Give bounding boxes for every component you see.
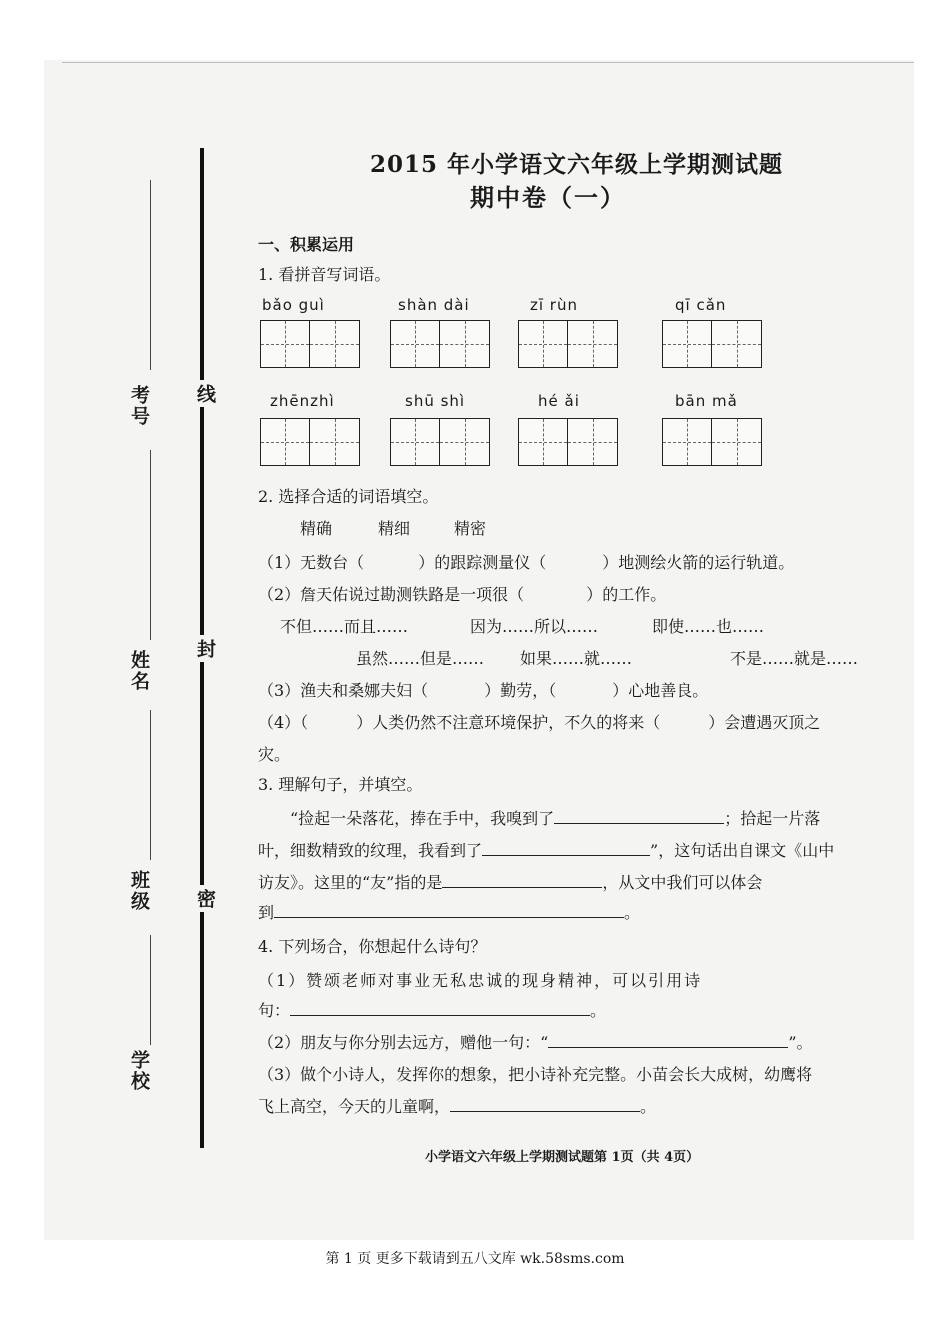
q2-item4-continued: 灾。 xyxy=(258,745,291,764)
school-label: 学校 xyxy=(128,1050,150,1092)
q2-item3-b: ）勤劳，（ xyxy=(484,681,557,700)
q1-prompt: 1. 看拼音写词语。 xyxy=(258,265,391,284)
conjunction-1: 不但……而且…… xyxy=(280,617,409,636)
q2-item3-blank1[interactable] xyxy=(428,682,484,696)
q4-item3: （3）做个小诗人，发挥你的想象，把小诗补充完整。小苗会长大成树，幼鹰将 xyxy=(258,1065,813,1084)
q4-i2-a: （2）朋友与你分别去远方，赠他一句：“ xyxy=(258,1033,549,1052)
q2-item-4 xyxy=(258,710,820,733)
examno-rule xyxy=(150,180,151,370)
pinyin-5: zhēnzhì xyxy=(270,392,335,410)
q3-l1-a: “捡起一朵落花，捧在手中，我嗅到了 xyxy=(290,809,555,828)
writing-grid-5[interactable] xyxy=(260,418,360,466)
class-label: 班级 xyxy=(128,870,150,912)
q4-i3-b: 飞上高空，今天的儿童啊， xyxy=(258,1097,451,1116)
q3-l1-b: ；拾起一片落 xyxy=(724,809,821,828)
q3-l3-a: 访友》。这里的“友”指的是 xyxy=(258,873,443,892)
q4-blank-1[interactable] xyxy=(290,1001,590,1016)
q2-item2-a: （2）詹天佑说过勘测铁路是一项很（ xyxy=(258,585,525,604)
q3-blank-2[interactable] xyxy=(482,841,650,856)
q2-item4-b: ）人类仍然不注意环境保护，不久的将来（ xyxy=(356,713,661,732)
q4-item1-cont xyxy=(258,998,606,1021)
q3-l2-b: ”，这句话出自课文《山中 xyxy=(650,841,835,860)
q4-i1-c: 。 xyxy=(590,1001,607,1020)
writing-grid-8[interactable] xyxy=(662,418,762,466)
q2-item4-c: ）会遭遇灭顶之 xyxy=(708,713,821,732)
school-rule xyxy=(150,935,151,1045)
word-option-3: 精密 xyxy=(454,519,487,538)
seal-line-char: 线 xyxy=(192,380,219,407)
q4-blank-3[interactable] xyxy=(450,1097,640,1112)
q3-line-2 xyxy=(258,838,834,861)
writing-grid-3[interactable] xyxy=(518,320,618,368)
download-credit: 第 1 页 更多下载请到五八文库 wk.58sms.com xyxy=(325,1251,625,1267)
pinyin-4: qī cǎn xyxy=(675,296,727,314)
q3-line-1 xyxy=(290,806,820,829)
q4-item2 xyxy=(258,1030,813,1053)
q4-i1-b: 句： xyxy=(258,1001,291,1020)
q3-l3-b: ，从文中我们可以体会 xyxy=(602,873,763,892)
q2-item1-b: ）的跟踪测量仪（ xyxy=(418,553,547,572)
seal-secret-char: 密 xyxy=(192,885,219,912)
q4-i2-b: ”。 xyxy=(788,1033,813,1052)
exam-title: 2015 年小学语文六年级上学期测试题 xyxy=(370,151,784,178)
q2-item-2 xyxy=(258,582,666,605)
exam-subtitle: 期中卷（一） xyxy=(470,183,626,212)
conjunction-4: 虽然……但是…… xyxy=(356,649,485,668)
q3-blank-1[interactable] xyxy=(554,809,724,824)
q3-l4-a: 到 xyxy=(258,903,275,922)
q2-item2-b: ）的工作。 xyxy=(586,585,667,604)
class-rule xyxy=(150,710,151,860)
q2-item4-a: （4）（ xyxy=(258,713,309,732)
writing-grid-6[interactable] xyxy=(390,418,490,466)
q3-blank-3[interactable] xyxy=(442,873,602,888)
writing-grid-4[interactable] xyxy=(662,320,762,368)
pinyin-7: hé ǎi xyxy=(538,392,580,410)
q2-item2-blank[interactable] xyxy=(524,586,586,600)
conjunction-3: 即使……也…… xyxy=(652,617,765,636)
q2-item1-blank1[interactable] xyxy=(364,554,418,568)
q4-i3-c: 。 xyxy=(640,1097,657,1116)
q3-blank-4[interactable] xyxy=(274,903,624,918)
q2-item1-a: （1）无数台（ xyxy=(258,553,365,572)
page-footer: 小学语文六年级上学期测试题第 1页（共 4页） xyxy=(425,1150,700,1165)
conjunction-6: 不是……就是…… xyxy=(730,649,859,668)
q4-blank-2[interactable] xyxy=(548,1033,788,1048)
q2-item-3 xyxy=(258,678,708,701)
q2-item3-c: ）心地善良。 xyxy=(612,681,709,700)
pinyin-6: shū shì xyxy=(405,392,466,410)
q4-prompt: 4. 下列场合，你想起什么诗句？ xyxy=(258,937,487,956)
q2-item1-c: ）地测绘火箭的运行轨道。 xyxy=(602,553,795,572)
writing-grid-7[interactable] xyxy=(518,418,618,466)
q3-l2-a: 叶，细数精致的纹理，我看到了 xyxy=(258,841,483,860)
q2-item3-a: （3）渔夫和桑娜夫妇（ xyxy=(258,681,429,700)
exam-number-label: 考号 xyxy=(128,385,150,427)
section-heading: 一、积累运用 xyxy=(258,235,355,254)
q3-line-3 xyxy=(258,870,762,893)
q2-item3-blank2[interactable] xyxy=(556,682,612,696)
pinyin-3: zī rùn xyxy=(530,296,578,314)
conjunction-2: 因为……所以…… xyxy=(470,617,599,636)
word-option-1: 精确 xyxy=(300,519,333,538)
name-rule xyxy=(150,450,151,640)
q2-item4-blank2[interactable] xyxy=(660,714,708,728)
q3-prompt: 3. 理解句子，并填空。 xyxy=(258,775,423,794)
student-name-label: 姓名 xyxy=(128,650,150,692)
page-top-rule xyxy=(62,62,914,63)
pinyin-8: bān mǎ xyxy=(675,392,738,410)
pinyin-2: shàn dài xyxy=(398,296,470,314)
q2-item1-blank2[interactable] xyxy=(546,554,602,568)
q2-item-1 xyxy=(258,550,794,573)
q3-line-4 xyxy=(258,900,640,923)
writing-grid-1[interactable] xyxy=(260,320,360,368)
word-option-2: 精细 xyxy=(378,519,411,538)
q3-l4-b: 。 xyxy=(624,903,641,922)
writing-grid-2[interactable] xyxy=(390,320,490,368)
q2-prompt: 2. 选择合适的词语填空。 xyxy=(258,487,439,506)
seal-seal-char: 封 xyxy=(192,635,219,662)
q4-item3-cont xyxy=(258,1094,656,1117)
conjunction-5: 如果……就…… xyxy=(520,649,633,668)
q2-item4-blank1[interactable] xyxy=(308,714,356,728)
q4-item1: （1）赞颂老师对事业无私忠诚的现身精神，可以引用诗 xyxy=(258,971,703,990)
pinyin-1: bǎo guì xyxy=(262,296,325,314)
